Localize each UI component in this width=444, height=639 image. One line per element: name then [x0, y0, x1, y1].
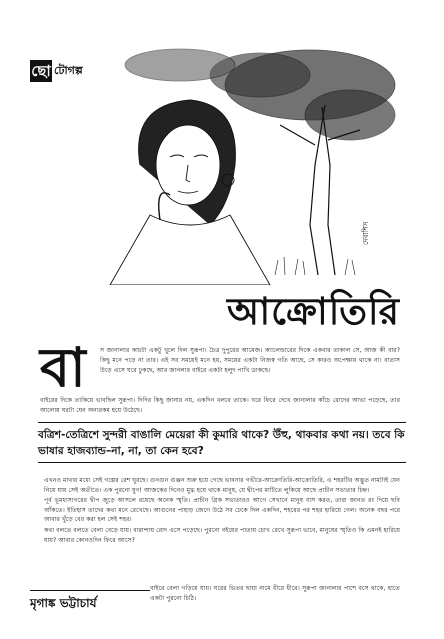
woman-figure [110, 100, 270, 285]
body-paragraph: পূর্ব ভূমধ্যসাগরের দ্বীপ জুড়ে আসলে রয়েছে অনেক স্মৃতি। প্রাচীন গ্রিক সভ্যতারও আগে সেখানে মানুষ বাস করত, তারা জানত রং দিয়ে ছবি আঁকতে। ইতিহাস তাদের কথা মনে রেখেছে। আগুনের পাহাড় জেগে উঠে সব ঢেকে দিল একদিন, শহরের পর শহর হারিয়ে গেল। অনেক বছর পরে আবার খুঁড়ে বের করা হল সেই শহর। [44, 497, 400, 524]
second-paragraph: বাইরের দিকে তাকিয়ে ভাবছিল সুরূপা। দিদির কিছু জানার নয়, একদিন বলবে তাকে। ঘরে ফিরে দেখে জানালার কাঁচে রোদের আভা পড়েছে, তার আলোয় ঘরটা যেন অন্যরকম হয়ে উঠেছে। [40, 397, 400, 414]
story-title: আক্রোতিরি [227, 290, 400, 333]
closing-paragraph: বাইরে বেলা গড়িয়ে যায়। ঘরের ভিতর ছায়া নামে ধীরে ধীরে। সুরূপা জানালার পাশে বসে থাকে, হাতে একটা পুরনো চিঠি। [150, 585, 400, 602]
pull-quote: বত্রিশ-তেত্রিশে সুন্দরী বাঙালি মেয়েরা কী কুমারি থাকে? উঁহু, থাকবার কথা নয়। তবে কি ভাষার হাজব্যান্ড–না, না, তা কেন হবে? [38, 422, 406, 463]
illustration-signature: দেবাশিস [362, 221, 370, 245]
author-byline: মৃগাঙ্ক ভট্টাচার্য [30, 590, 150, 615]
section-tag-box: ছো [31, 62, 51, 80]
section-tag-label: টোগল্প [54, 63, 83, 77]
body-paragraph: কথা বলতে বলতে বেলা বেড়ে যায়। বারান্দায় রোদ এসে পড়েছে। পুরনো বইয়ের পাতায় চোখ রেখে সুরূপা ভাবে, মানুষের স্মৃতিও কি এমনই হারিয়ে যায়? আবার কোনওদিন ফিরে আসে? [44, 526, 400, 544]
body-text [44, 476, 400, 546]
opening-paragraph: স জানালার কাচটা একটু খুলে দিল সুরূপা। চৈত্র দুপুরের আমেজ। ক্যালেন্ডারের দিকে একবার তাকাল সে, আজ কী বার? কিছু মনে পড়ে না তার। এই সব সময়েই মনে হয়, সময়ের একটা নিজস্ব গতি আছে, সে কারও অপেক্ষায় থাকে না। বাতাস উড়ে এসে ঘরে ঢুকছে, আর জানলার বাইরে একটা হলুদ পাখি ডাকছে। [100, 347, 400, 374]
story-illustration [60, 45, 400, 285]
drop-cap: বা [40, 336, 86, 399]
body-paragraph: এখনও মাথার মধ্যে সেই গল্পের রেশ ঘুরছে। গুনগুন গুঞ্জন শুরু হয়ে গেছে ভাবনার গভীরে-আক্রোতিরি-আক্রোতিরি, এ শহরটির অদ্ভুত নামটাই যেন নিয়ে যায় সেই অতীতে। এক পুরনো যুগ! আজকের দিনেও মুগ্ধ হয়ে থাকে মানুষ, যে দ্বীপের মাটিতে লুকিয়ে আছে প্রাচীন সভ্যতার চিহ্ন। [44, 477, 400, 494]
